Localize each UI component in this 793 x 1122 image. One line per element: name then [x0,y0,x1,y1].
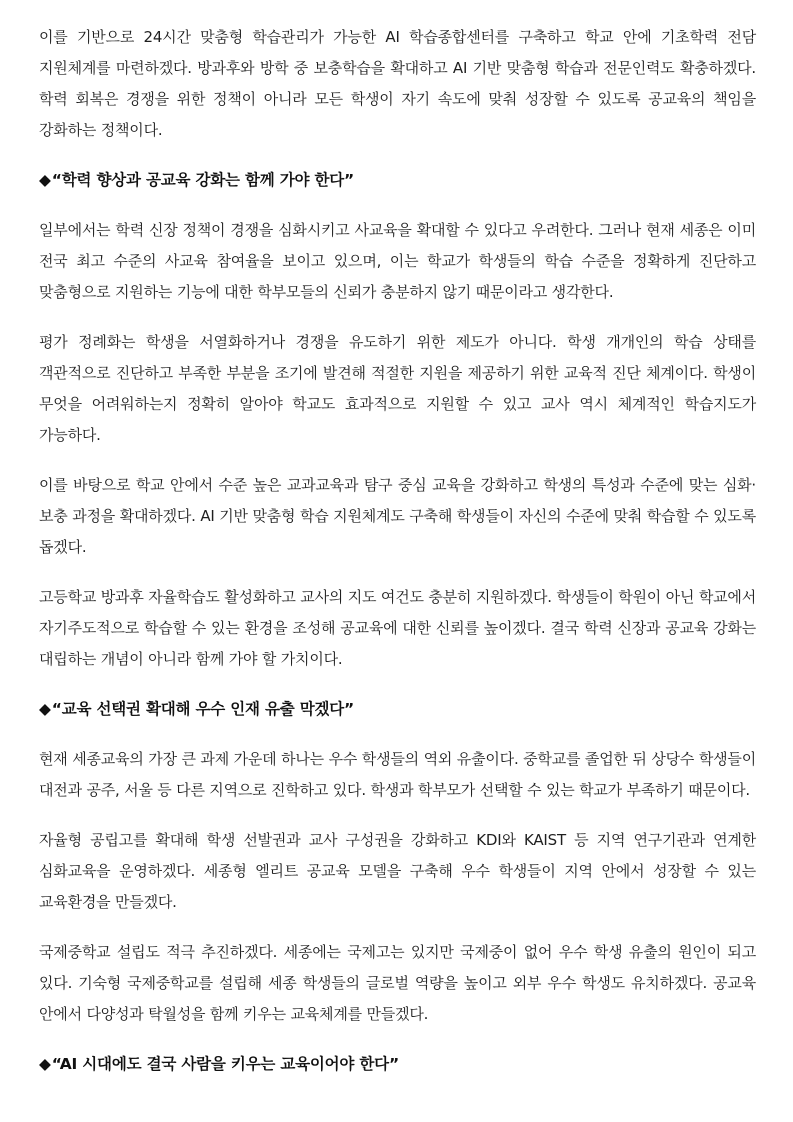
paragraph: 고등학교 방과후 자율학습도 활성화하고 교사의 지도 여건도 충분히 지원하겠다. 학생들이 학원이 아닌 학교에서 자기주도적으로 학습할 수 있는 환경을 조성해 공교육에 대한 신뢰를 높이겠다. 결국 학력 신장과 공교육 강화는 대립하는 개념이 아니라 함께 가야 할 가치이다. [39,588,756,668]
diamond-icon: ◆ [39,1055,51,1073]
paragraph: 이를 기반으로 24시간 맞춤형 학습관리가 가능한 AI 학습종합센터를 구축하고 학교 안에 기초학력 전담 지원체계를 마련하겠다. 방과후와 방학 중 보충학습을 확대하고 AI 기반 맞춤형 학습과 전문인력도 확충하겠다. 학력 회복은 경쟁을 위한 정책이 아니라 모든 학생이 자기 속도에 맞춰 성장할 수 있도록 공교육의 책임을 강화하는 정책이다. [39,28,756,139]
paragraph: 자율형 공립고를 확대해 학생 선발권과 교사 구성권을 강화하고 KDI와 KAIST 등 지역 연구기관과 연계한 심화교육을 운영하겠다. 세종형 엘리트 공교육 모델을 구축해 우수 학생들이 지역 안에서 성장할 수 있는 교육환경을 만들겠다. [39,831,756,911]
section-heading [39,1049,756,1080]
paragraph: 국제중학교 설립도 적극 추진하겠다. 세종에는 국제고는 있지만 국제중이 없어 우수 학생 유출의 원인이 되고 있다. 기숙형 국제중학교를 설립해 세종 학생들의 글로벌 역량을 높이고 외부 우수 학생도 유치하겠다. 공교육 안에서 다양성과 탁월성을 함께 키우는 교육체계를 만들겠다. [39,943,756,1023]
paragraph: 평가 정례화는 학생을 서열화하거나 경쟁을 유도하기 위한 제도가 아니다. 학생 개개인의 학습 상태를 객관적으로 진단하고 부족한 부분을 조기에 발견해 적절한 지원을 제공하기 위한 교육적 진단 체계이다. 학생이 무엇을 어려워하는지 정확히 알아야 학교도 효과적으로 지원할 수 있고 교사 역시 체계적인 학습지도가 가능하다. [39,333,756,444]
diamond-icon: ◆ [39,171,51,189]
paragraph: 이를 바탕으로 학교 안에서 수준 높은 교과교육과 탐구 중심 교육을 강화하고 학생의 특성과 수준에 맞는 심화·보충 과정을 확대하겠다. AI 기반 맞춤형 학습 지원체계도 구축해 학생들이 자신의 수준에 맞춰 학습할 수 있도록 돕겠다. [39,476,756,556]
paragraph: 일부에서는 학력 신장 정책이 경쟁을 심화시키고 사교육을 확대할 수 있다고 우려한다. 그러나 현재 세종은 이미 전국 최고 수준의 사교육 참여율을 보이고 있으며, 이는 학교가 학생들의 학습 수준을 정확하게 진단하고 맞춤형으로 지원하는 기능에 대한 학부모들의 신뢰가 충분하지 않기 때문이라고 생각한다. [39,221,756,301]
paragraph: 현재 세종교육의 가장 큰 과제 가운데 하나는 우수 학생들의 역외 유출이다. 중학교를 졸업한 뒤 상당수 학생들이 대전과 공주, 서울 등 다른 지역으로 진학하고 있다. 학생과 학부모가 선택할 수 있는 학교가 부족하기 때문이다. [39,750,756,799]
article-body [39,22,756,1099]
section-heading-text: “AI 시대에도 결국 사람을 키우는 교육이어야 한다” [51,1055,399,1073]
section-heading [39,694,756,725]
diamond-icon: ◆ [39,700,51,718]
section-heading-text: “학력 향상과 공교육 강화는 함께 가야 한다” [51,171,355,189]
section-heading [39,165,756,196]
section-heading-text: “교육 선택권 확대해 우수 인재 유출 막겠다” [51,700,355,718]
